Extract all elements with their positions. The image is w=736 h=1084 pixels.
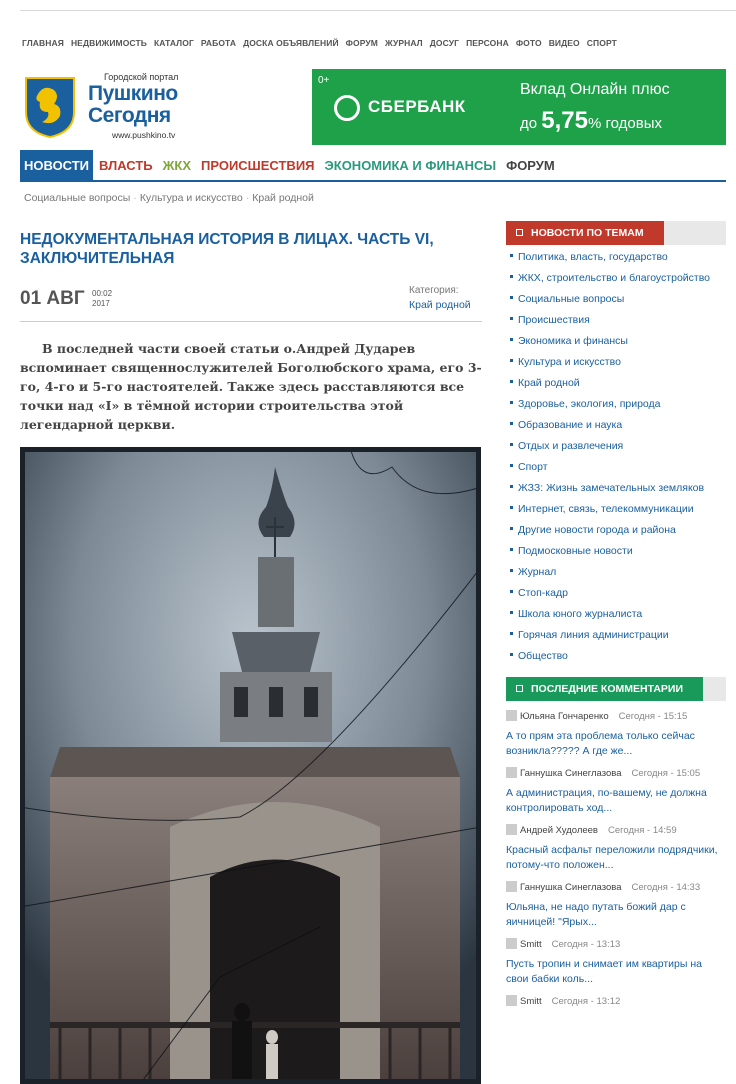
comment-author[interactable]: Андрей Худолеев bbox=[520, 825, 598, 836]
topic-label: Стоп-кадр bbox=[518, 587, 568, 599]
bullet-icon bbox=[510, 254, 513, 257]
logo-name-line1: Пушкино bbox=[88, 82, 178, 105]
topnav-board[interactable]: ДОСКА ОБЪЯВЛЕНИЙ bbox=[243, 38, 339, 48]
comment-author[interactable]: Юльяна Гончаренко bbox=[520, 711, 609, 722]
topic-item[interactable] bbox=[510, 415, 726, 436]
logo-name-line2: Сегодня bbox=[88, 104, 171, 127]
article-meta bbox=[20, 280, 482, 322]
topics-header-tag bbox=[506, 221, 664, 245]
bullet-icon bbox=[510, 527, 513, 530]
bullet-icon bbox=[510, 443, 513, 446]
topnav-leisure[interactable]: ДОСУГ bbox=[429, 38, 460, 48]
comment-header bbox=[506, 995, 726, 1008]
banner-rate-prefix: до bbox=[520, 115, 538, 132]
bullet-icon bbox=[510, 632, 513, 635]
bullet-icon bbox=[510, 506, 513, 509]
bullet-icon bbox=[510, 569, 513, 572]
article-date: 01 АВГ bbox=[20, 288, 85, 309]
topic-label: Подмосковные новости bbox=[518, 545, 633, 557]
topic-item[interactable] bbox=[510, 457, 726, 478]
topnav-catalog[interactable]: КАТАЛОГ bbox=[153, 38, 194, 48]
topic-item[interactable] bbox=[510, 373, 726, 394]
ad-banner[interactable] bbox=[312, 69, 726, 145]
topic-label: Интернет, связь, телекоммуникации bbox=[518, 503, 694, 515]
bullet-icon bbox=[510, 422, 513, 425]
bullet-icon bbox=[510, 401, 513, 404]
avatar-icon bbox=[506, 995, 517, 1006]
site-logo[interactable] bbox=[24, 68, 199, 148]
comment-header bbox=[506, 881, 726, 894]
topnav-magazine[interactable]: ЖУРНАЛ bbox=[384, 38, 423, 48]
subnav-sep: · bbox=[133, 192, 137, 204]
comment-time: Сегодня - 13:12 bbox=[551, 996, 621, 1007]
topic-label: Край родной bbox=[518, 377, 580, 389]
comments-header-tag bbox=[506, 677, 703, 701]
nav-economy[interactable]: ЭКОНОМИКА И ФИНАНСЫ bbox=[324, 158, 497, 173]
topnav-jobs[interactable]: РАБОТА bbox=[200, 38, 237, 48]
banner-rate bbox=[520, 107, 662, 135]
bullet-icon bbox=[510, 275, 513, 278]
avatar-icon bbox=[506, 710, 517, 721]
coat-of-arms-icon bbox=[24, 76, 76, 138]
topic-item[interactable] bbox=[510, 352, 726, 373]
comment-item bbox=[506, 995, 726, 1008]
topics-header bbox=[506, 221, 726, 245]
topic-label: Культура и искусство bbox=[518, 356, 621, 368]
comment-author[interactable]: Ганнушка Синеглазова bbox=[520, 882, 622, 893]
category-link[interactable]: Край родной bbox=[409, 299, 471, 311]
topic-item[interactable] bbox=[510, 310, 726, 331]
topic-item[interactable] bbox=[510, 583, 726, 604]
square-icon bbox=[516, 229, 523, 236]
comment-author[interactable]: Smitt bbox=[520, 996, 542, 1007]
bullet-icon bbox=[510, 359, 513, 362]
comment-time: Сегодня - 14:33 bbox=[631, 882, 701, 893]
comment-item bbox=[506, 881, 726, 930]
avatar-icon bbox=[506, 767, 517, 778]
nav-power[interactable]: ВЛАСТЬ bbox=[99, 158, 153, 173]
banner-rate-value: 5,75 bbox=[541, 107, 588, 134]
topnav-photo[interactable]: ФОТО bbox=[515, 38, 542, 48]
nav-incidents[interactable]: ПРОИСШЕСТВИЯ bbox=[201, 158, 315, 173]
topic-item[interactable] bbox=[510, 604, 726, 625]
comment-text[interactable]: Юльяна, не надо путать божий дар с яичницей! "Ярых... bbox=[506, 901, 686, 928]
topic-item[interactable] bbox=[510, 394, 726, 415]
bullet-icon bbox=[510, 317, 513, 320]
topic-item[interactable] bbox=[510, 331, 726, 352]
topic-item[interactable] bbox=[510, 646, 726, 667]
topnav-video[interactable]: ВИДЕО bbox=[548, 38, 580, 48]
topic-item[interactable] bbox=[510, 478, 726, 499]
topic-item[interactable] bbox=[510, 520, 726, 541]
comments-header-label: ПОСЛЕДНИЕ КОММЕНТАРИИ bbox=[531, 683, 684, 695]
topic-item[interactable] bbox=[510, 625, 726, 646]
comment-author[interactable]: Smitt bbox=[520, 939, 542, 950]
comment-item bbox=[506, 938, 726, 987]
comment-time: Сегодня - 14:59 bbox=[607, 825, 677, 836]
subnav-native-land[interactable]: Край родной bbox=[252, 192, 314, 204]
bullet-icon bbox=[510, 611, 513, 614]
topic-label: Общество bbox=[518, 650, 568, 662]
bullet-icon bbox=[510, 380, 513, 383]
bank-logo-icon bbox=[334, 95, 360, 121]
topic-label: Школа юного журналиста bbox=[518, 608, 643, 620]
topic-item[interactable] bbox=[510, 268, 726, 289]
topic-item[interactable] bbox=[510, 541, 726, 562]
category-label: Категория: bbox=[409, 285, 459, 296]
subnav-sep: · bbox=[245, 192, 250, 204]
topic-label: Здоровье, экология, природа bbox=[518, 398, 661, 410]
subnav-culture[interactable]: Культура и искусство bbox=[139, 192, 243, 204]
topic-label: Горячая линия администрации bbox=[518, 629, 669, 641]
topnav-realty[interactable]: НЕДВИЖИМОСТЬ bbox=[70, 38, 147, 48]
topic-item[interactable] bbox=[510, 499, 726, 520]
topic-label: Другие новости города и района bbox=[518, 524, 676, 536]
article-time-value: 00:02 bbox=[92, 289, 113, 298]
comments-list bbox=[506, 710, 726, 1016]
comment-text[interactable]: Красный асфальт переложили подрядчики, потому-что положен... bbox=[506, 844, 718, 871]
bullet-icon bbox=[510, 464, 513, 467]
article-title: НЕДОКУМЕНТАЛЬНАЯ ИСТОРИЯ В ЛИЦАХ. ЧАСТЬ VI, ЗАКЛЮЧИТЕЛЬНАЯ bbox=[20, 231, 434, 267]
article-lead: В последней части своей статьи о.Андрей Дударев вспоминает священнослужителей Боголюбского храма, его 3-го, 4-го и 5-го настоятелей. Также здесь расставляются все точки над «I» в тёмной истории строительства этой легендарной церкви. bbox=[20, 341, 482, 432]
comment-text[interactable]: А администрация, по-вашему, не должна контролировать ход... bbox=[506, 787, 707, 814]
comment-item bbox=[506, 710, 726, 759]
bullet-icon bbox=[510, 590, 513, 593]
topic-label: Политика, власть, государство bbox=[518, 251, 668, 263]
comment-time: Сегодня - 13:13 bbox=[551, 939, 621, 950]
main-nav bbox=[20, 150, 726, 182]
topic-item[interactable] bbox=[510, 562, 726, 583]
topic-item[interactable] bbox=[510, 289, 726, 310]
nav-forum[interactable]: ФОРУМ bbox=[506, 158, 555, 173]
topic-label: Образование и наука bbox=[518, 419, 623, 431]
topic-label: Отдых и развлечения bbox=[518, 440, 624, 452]
bullet-icon bbox=[510, 296, 513, 299]
topic-label: Журнал bbox=[518, 566, 557, 578]
avatar-icon bbox=[506, 938, 517, 949]
banner-headline: Вклад Онлайн плюс bbox=[520, 81, 670, 98]
nav-housing[interactable]: ЖКХ bbox=[162, 158, 191, 173]
topic-label: Социальные вопросы bbox=[518, 293, 625, 305]
topic-item[interactable] bbox=[510, 436, 726, 457]
sub-nav bbox=[24, 192, 314, 204]
comment-text[interactable]: А то прям эта проблема только сейчас возникла????? А где же... bbox=[506, 730, 695, 757]
topnav-forum[interactable]: ФОРУМ bbox=[345, 38, 378, 48]
comment-header bbox=[506, 767, 726, 780]
bullet-icon bbox=[510, 338, 513, 341]
comment-time: Сегодня - 15:05 bbox=[631, 768, 701, 779]
topic-label: Происшествия bbox=[518, 314, 590, 326]
comment-text[interactable]: Пусть тропин и снимает им квартиры на свои бабки коль... bbox=[506, 958, 702, 985]
age-rating: 0+ bbox=[318, 75, 330, 86]
logo-subtitle: Городской портал bbox=[104, 72, 179, 82]
nav-news[interactable]: НОВОСТИ bbox=[20, 150, 93, 182]
comment-header bbox=[506, 824, 726, 837]
comment-time: Сегодня - 15:15 bbox=[618, 711, 688, 722]
comments-header bbox=[506, 677, 726, 701]
topnav-home[interactable]: ГЛАВНАЯ bbox=[22, 38, 64, 48]
topics-list bbox=[510, 247, 726, 667]
article-time bbox=[92, 289, 112, 309]
topic-label: ЖЗЗ: Жизнь замечательных земляков bbox=[518, 482, 705, 494]
article-year: 2017 bbox=[92, 299, 110, 308]
article-photo bbox=[20, 447, 481, 1084]
comment-author[interactable]: Ганнушка Синеглазова bbox=[520, 768, 622, 779]
avatar-icon bbox=[506, 824, 517, 835]
bullet-icon bbox=[510, 653, 513, 656]
topic-item[interactable] bbox=[510, 247, 726, 268]
topic-label: Экономика и финансы bbox=[518, 335, 628, 347]
church-photo-illustration bbox=[20, 447, 481, 1084]
logo-url: www.pushkino.tv bbox=[112, 130, 176, 140]
avatar-icon bbox=[506, 881, 517, 892]
topnav-sport[interactable]: СПОРТ bbox=[586, 38, 617, 48]
bullet-icon bbox=[510, 485, 513, 488]
bank-name: СБЕРБАНК bbox=[368, 97, 466, 116]
topic-label: Спорт bbox=[518, 461, 548, 473]
subnav-social[interactable]: Социальные вопросы bbox=[24, 192, 131, 204]
comment-item bbox=[506, 767, 726, 816]
comment-item bbox=[506, 824, 726, 873]
bullet-icon bbox=[510, 548, 513, 551]
topics-header-label: НОВОСТИ ПО ТЕМАМ bbox=[531, 227, 644, 239]
topic-label: ЖКХ, строительство и благоустройство bbox=[518, 272, 711, 284]
top-divider bbox=[20, 10, 736, 11]
topnav-persona[interactable]: ПЕРСОНА bbox=[466, 38, 509, 48]
comment-header bbox=[506, 938, 726, 951]
top-nav bbox=[22, 38, 624, 48]
banner-rate-suffix: % годовых bbox=[588, 115, 663, 132]
comment-header bbox=[506, 710, 726, 723]
square-icon bbox=[516, 685, 523, 692]
